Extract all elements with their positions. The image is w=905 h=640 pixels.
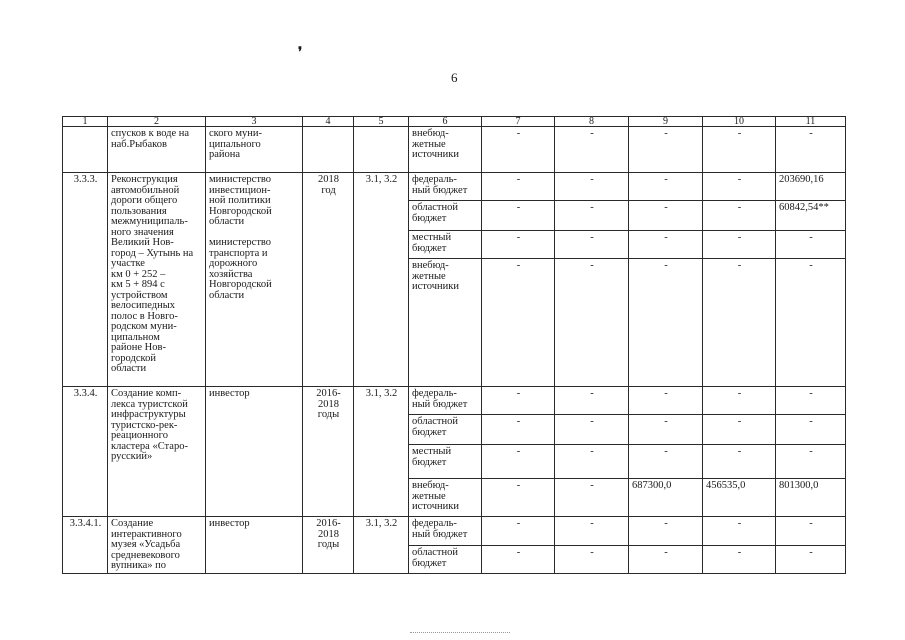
funding-amount: - (703, 445, 776, 479)
column-header: 10 (703, 117, 776, 127)
item-name: Создание комп- лекса туристской инфраструктуры туристско-рек- реационного кластера «Старо- русский» (108, 387, 206, 517)
item-number: 3.3.4.1. (63, 517, 108, 574)
funding-amount: - (629, 387, 703, 415)
funding-source: местный бюджет (409, 231, 482, 259)
table-row (63, 173, 846, 201)
executor: ского муни- ципального района (206, 127, 303, 173)
funding-amount: - (703, 127, 776, 173)
funding-amount: - (703, 259, 776, 387)
executor: инвестор (206, 517, 303, 574)
indicator-refs: 3.1, 3.2 (354, 387, 409, 517)
funding-amount: - (703, 415, 776, 445)
item-number (63, 127, 108, 173)
funding-amount: - (555, 517, 629, 546)
funding-amount: - (629, 517, 703, 546)
funding-source: местный бюджет (409, 445, 482, 479)
column-header: 5 (354, 117, 409, 127)
indicator-refs (354, 127, 409, 173)
funding-source: областной бюджет (409, 546, 482, 573)
funding-amount: - (703, 201, 776, 231)
item-name: спусков к воде на наб.Рыбаков (108, 127, 206, 173)
funding-amount: - (776, 517, 846, 546)
funding-amount: - (555, 259, 629, 387)
funding-amount: - (629, 259, 703, 387)
funding-source: федераль- ный бюджет (409, 387, 482, 415)
funding-amount: - (482, 479, 555, 517)
funding-amount: - (555, 479, 629, 517)
funding-amount: - (555, 201, 629, 231)
funding-source: внебюд- жетные источники (409, 127, 482, 173)
funding-source: областной бюджет (409, 201, 482, 231)
funding-amount: - (776, 259, 846, 387)
funding-amount: - (703, 546, 776, 573)
column-header: 1 (63, 117, 108, 127)
funding-amount: - (555, 231, 629, 259)
funding-amount: - (482, 173, 555, 201)
column-header: 9 (629, 117, 703, 127)
funding-amount: - (776, 387, 846, 415)
funding-amount: - (629, 201, 703, 231)
header-row (63, 117, 846, 127)
indicator-refs: 3.1, 3.2 (354, 517, 409, 574)
funding-source: федераль- ный бюджет (409, 517, 482, 546)
funding-amount: - (482, 517, 555, 546)
funding-amount: - (555, 173, 629, 201)
item-name: Создание интерактивного музея «Усадьба средневекового вупника» по (108, 517, 206, 574)
funding-source: внебюд- жетные источники (409, 479, 482, 517)
funding-amount: - (482, 127, 555, 173)
column-header: 7 (482, 117, 555, 127)
executor: министерство инвестицион- ной политики Новгородской области министерство транспорта и дорожного хозяйства Новгородской области (206, 173, 303, 387)
funding-amount: - (776, 127, 846, 173)
item-name: Реконструкция автомобильной дороги общего пользования межмуниципаль- ного значения Великий Нов- город – Хутынь на участке км 0 + 252 – км 5 + 894 с устройством велосипедных полос в Новго- родском муни- ципальном районе Нов- городской области (108, 173, 206, 387)
funding-amount: - (629, 127, 703, 173)
column-header: 11 (776, 117, 846, 127)
column-header: 3 (206, 117, 303, 127)
funding-amount: 203690,16 (776, 173, 846, 201)
scan-artifact (410, 632, 510, 636)
period: 2016- 2018 годы (303, 387, 354, 517)
funding-amount: - (555, 387, 629, 415)
table-row (63, 517, 846, 546)
funding-amount: - (482, 259, 555, 387)
funding-amount: - (776, 445, 846, 479)
column-header: 8 (555, 117, 629, 127)
funding-amount: - (629, 445, 703, 479)
indicator-refs: 3.1, 3.2 (354, 173, 409, 387)
funding-amount: - (629, 415, 703, 445)
funding-amount: - (703, 517, 776, 546)
funding-amount: - (629, 231, 703, 259)
funding-amount: - (482, 231, 555, 259)
funding-amount: - (482, 201, 555, 231)
funding-amount: - (555, 546, 629, 573)
funding-amount: - (482, 445, 555, 479)
funding-amount: - (629, 546, 703, 573)
item-number: 3.3.3. (63, 173, 108, 387)
funding-amount: - (482, 546, 555, 573)
column-header: 2 (108, 117, 206, 127)
budget-table (62, 116, 846, 574)
item-number: 3.3.4. (63, 387, 108, 517)
funding-amount: 456535,0 (703, 479, 776, 517)
funding-source: внебюд- жетные источники (409, 259, 482, 387)
funding-amount: - (482, 415, 555, 445)
period: 2016- 2018 годы (303, 517, 354, 574)
funding-amount: - (555, 127, 629, 173)
funding-amount: - (703, 387, 776, 415)
page-number: 6 (451, 70, 458, 85)
funding-amount: - (629, 173, 703, 201)
scan-mark: ❜ (298, 44, 303, 59)
funding-source: федераль- ный бюджет (409, 173, 482, 201)
funding-amount: - (776, 415, 846, 445)
table-row (63, 127, 846, 173)
funding-amount: - (703, 173, 776, 201)
column-header: 6 (409, 117, 482, 127)
funding-amount: 801300,0 (776, 479, 846, 517)
funding-amount: - (482, 387, 555, 415)
funding-amount: - (776, 546, 846, 573)
funding-amount: 60842,54** (776, 201, 846, 231)
column-header: 4 (303, 117, 354, 127)
funding-amount: - (555, 445, 629, 479)
funding-amount: - (703, 231, 776, 259)
period (303, 127, 354, 173)
period: 2018 год (303, 173, 354, 387)
table-row (63, 387, 846, 415)
funding-source: областной бюджет (409, 415, 482, 445)
funding-amount: 687300,0 (629, 479, 703, 517)
executor: инвестор (206, 387, 303, 517)
funding-amount: - (555, 415, 629, 445)
funding-amount: - (776, 231, 846, 259)
